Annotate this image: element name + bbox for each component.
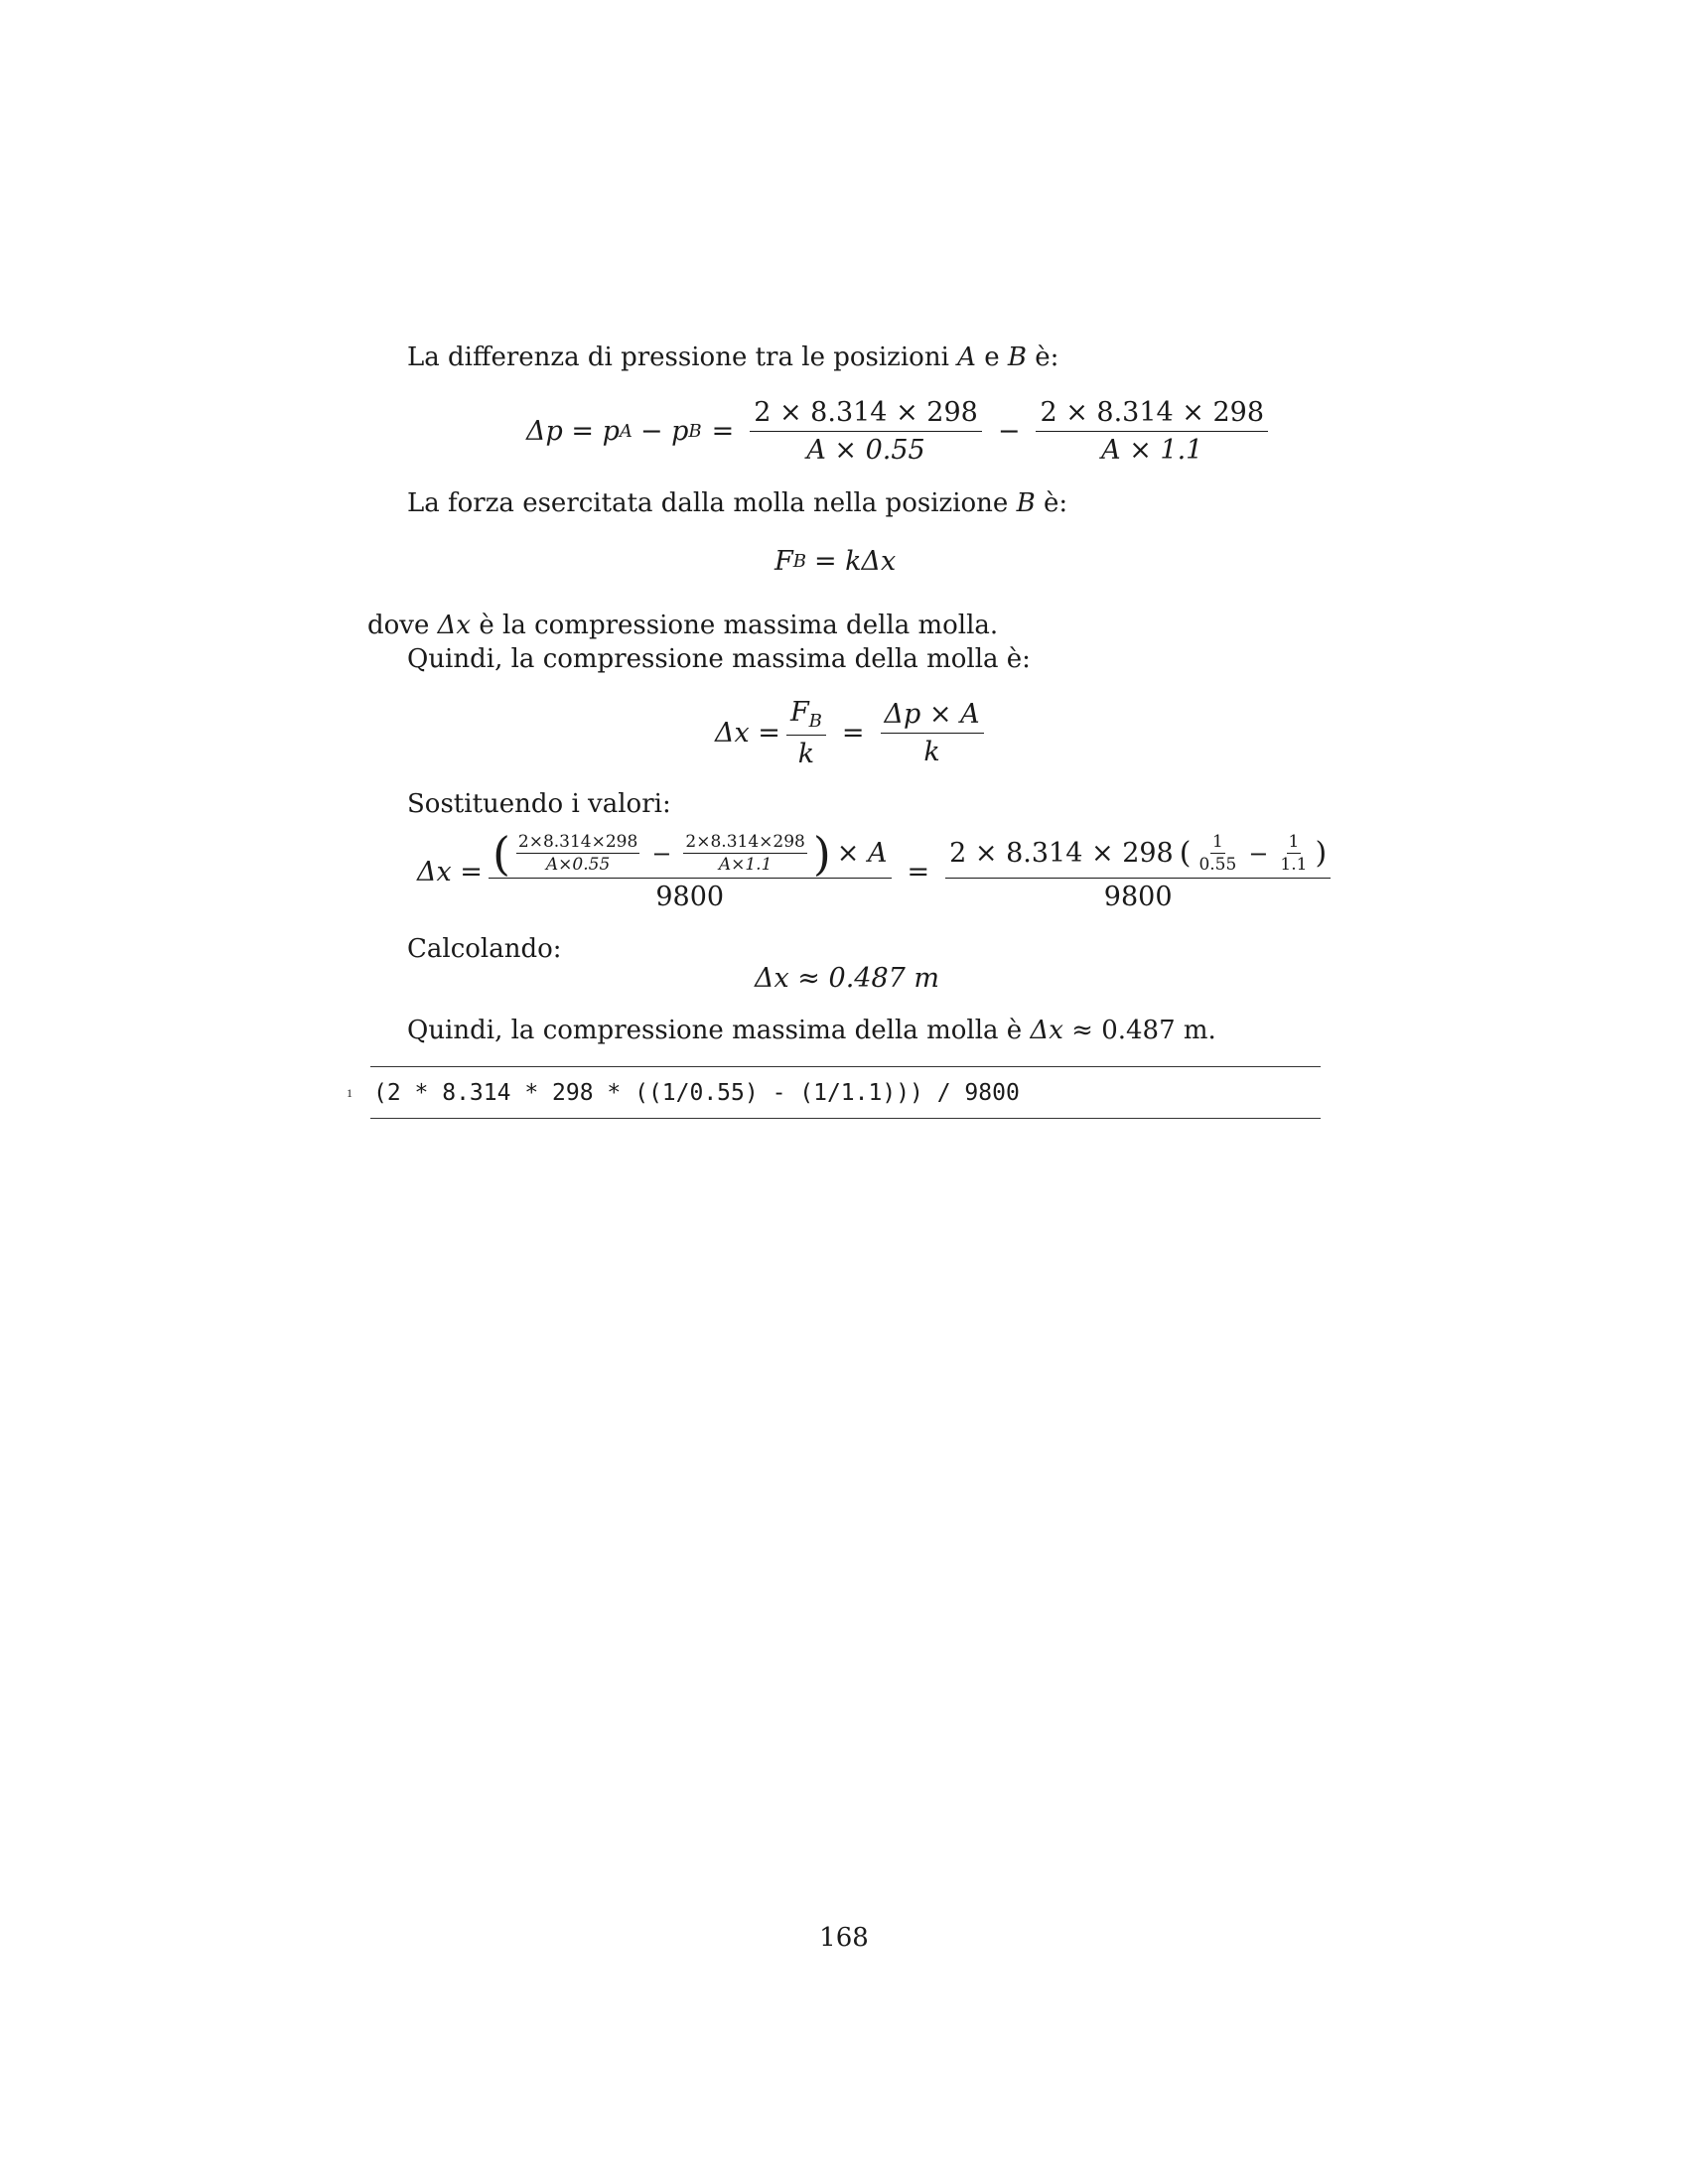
fraction-fb-over-k: $\frac{F_B}{k}$ [786, 697, 826, 769]
code-line: (2 * 8.314 * 298 * ((1/0.55) - (1/1.1))) / 9800 [373, 1080, 1020, 1106]
paragraph-spring-force: La forza esercitata dalla molla nella posizione B è: [407, 488, 1068, 518]
fraction-term-a: $\frac{2 \times 8.314 \times 298}{A \times 0.55}$ [750, 397, 982, 466]
equation-substituted-values: Δx = ( $\frac{2\times 8.314\times 298}{A\times 0.55}$ − $\frac{2\times 8.314\times 298}{A\times 1.1}$ ) × A 9800 = 2 × 8.314 × 298 ( $\frac{1}{0.55}$ − $\frac{1}{1.1}$ ) 9800 [417, 832, 1336, 912]
equation-spring-force: F B = kΔx [774, 546, 897, 577]
equation-pressure-difference: Δp = p A − p B = $\frac{2 \times 8.314 \times 298}{A \times 0.55}$ − $\frac{2 \times 8.314 \times 298}{A \times 1.1}$ [526, 397, 1274, 466]
equation-delta-x-formula: Δx = $\frac{F_B}{k}$ = $\frac{\Delta p \times A}{k}$ [715, 697, 990, 769]
page-number: 168 [819, 1923, 869, 1953]
equation-result: Δx ≈ 0.487 m [755, 963, 939, 994]
paragraph-calculating: Calcolando: [407, 934, 562, 964]
fraction-term-b: $\frac{2 \times 8.314 \times 298}{A \times 1.1}$ [1036, 397, 1268, 466]
fraction-dp-a-over-k: $\frac{\Delta p \times A}{k}$ [881, 699, 984, 767]
paragraph-pressure-difference: La differenza di pressione tra le posizioni A e B è: [407, 342, 1059, 372]
paragraph-max-compression-intro: Quindi, la compressione massima della molla è: [407, 644, 1031, 674]
code-line-number: 1 [347, 1086, 352, 1100]
code-bottom-rule [370, 1118, 1321, 1119]
paragraph-conclusion: Quindi, la compressione massima della molla è Δx ≈ 0.487 m. [407, 1016, 1216, 1045]
fraction-substituted-right: 2 × 8.314 × 298 ( $\frac{1}{0.55}$ − $\frac{1}{1.1}$ ) 9800 [945, 832, 1331, 912]
paragraph-substituting: Sostituendo i valori: [407, 789, 671, 819]
paragraph-delta-x-definition: dove Δx è la compressione massima della molla. [367, 611, 999, 640]
fraction-substituted-left: ( $\frac{2\times 8.314\times 298}{A\times 0.55}$ − $\frac{2\times 8.314\times 298}{A\times 1.1}$ ) × A 9800 [489, 832, 892, 912]
code-top-rule [370, 1066, 1321, 1067]
